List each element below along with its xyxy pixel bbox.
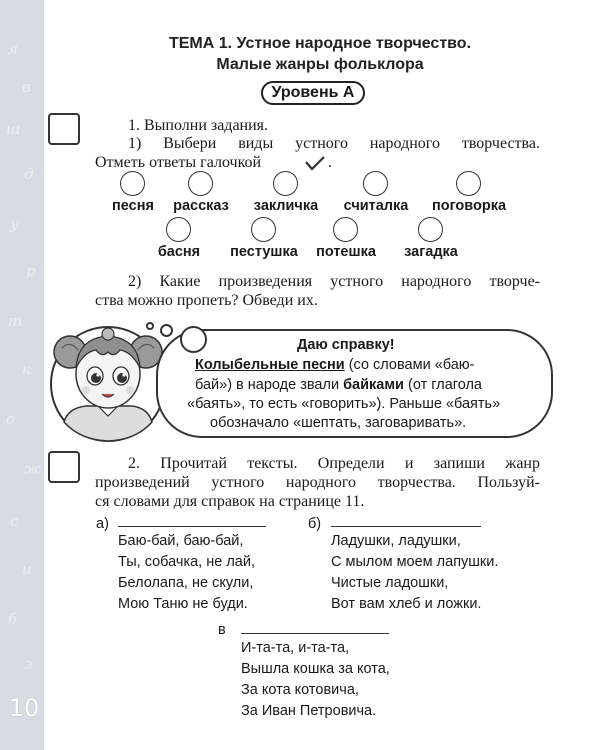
genre-label: рассказ [173,198,229,214]
genre-checkbox-pogovorka[interactable] [456,171,481,196]
genre-checkbox-rasskaz[interactable] [188,171,213,196]
title-line-1: ТЕМА 1. Устное народное творчество. [168,35,472,52]
thought-puff [146,322,154,330]
poem-line: Белолапа, не скули, [118,575,254,591]
genre-checkbox-zaklichka[interactable] [273,171,298,196]
task1-sub2-line1: 2) Какие произведения устного народного творче- [128,273,540,290]
info-line2-a: бай») в народе звали [195,377,340,393]
task2-line-2: произведений устного народного творчества. Пользуй- [95,474,540,491]
text-v-answer-line[interactable] [241,633,389,634]
genre-label: песня [112,198,154,214]
task1-sub1-line1: 1) Выбери виды устного народного творчества. [128,135,540,152]
poem-line: За кота котовича, [241,682,359,698]
info-term: Колыбельные песни [195,357,345,373]
thought-puff [160,324,173,337]
info-line-2 [195,377,482,393]
checkmark-icon [304,155,326,172]
text-b-poem [331,531,498,615]
poem-line: Вышла кошка за кота, [241,661,390,677]
task1-period: . [328,154,332,171]
task1-answer-box[interactable] [48,113,80,145]
genre-label: басня [157,244,201,260]
text-a-poem [118,531,255,615]
genre-label: пестушка [230,244,298,260]
genre-checkbox-pestushka[interactable] [251,217,276,242]
page-title [120,33,520,75]
task1-sub1-line2: Отметь ответы галочкой [95,154,262,171]
poem-line: Ты, собачка, не лай, [118,554,255,570]
genre-checkbox-pesnya[interactable] [120,171,145,196]
poem-line: Баю-бай, баю-бай, [118,533,244,549]
page-number: 10 [8,694,40,722]
task1-heading: 1. Выполни задания. [128,117,269,134]
poem-line: Вот вам хлеб и ложки. [331,596,482,612]
text-v-label: в [218,622,226,638]
text-a-answer-line[interactable] [118,526,266,527]
genre-label: считалка [343,198,409,214]
info-line-1 [195,357,475,373]
poem-line: Чистые ладошки, [331,575,449,591]
task2-line-1: 2. Прочитай тексты. Определи и запиши жанр [128,455,540,472]
text-b-label: б) [308,516,322,532]
task2-answer-box[interactable] [48,451,80,483]
genre-label: поговорка [431,198,507,214]
genre-label: загадка [404,244,458,260]
genre-checkbox-schitalka[interactable] [363,171,388,196]
poem-line: И-та-та, и-та-та, [241,640,350,656]
text-b-answer-line[interactable] [331,526,481,527]
poem-line: Ладушки, ладушки, [331,533,461,549]
info-line2-b: (от глагола [408,377,482,393]
poem-line: Мою Таню не буди. [118,596,248,612]
title-line-2: Малые жанры фольклора [216,56,424,73]
poem-line: С мылом моем лапушки. [331,554,499,570]
genre-checkbox-zagadka[interactable] [418,217,443,242]
task2-line-3: ся словами для справок на странице 11. [95,493,365,510]
info-line-4: обозначало «шептать, заговаривать». [210,415,467,431]
task1-sub2-line2: ства можно пропеть? Обведи их. [95,292,318,309]
info-line1-rest: (со словами «баю- [348,357,475,373]
side-strip: я в ш д у р т к о ж с и б э [0,0,44,750]
text-a-label: а) [96,516,109,532]
girl-illustration [48,312,170,447]
thought-puff [180,326,207,353]
text-v-poem [241,638,390,722]
genre-label: потешка [316,244,376,260]
poem-line: За Иван Петровича. [241,703,377,719]
genre-checkbox-basnya[interactable] [166,217,191,242]
info-bold-word: байками [343,377,404,393]
info-heading: Даю справку! [297,337,395,353]
info-line-3: «баять», то есть «говорить»). Раньше «баять» [187,396,501,412]
genre-checkbox-poteshka[interactable] [333,217,358,242]
genre-label: закличка [253,198,319,214]
level-badge: Уровень А [261,81,365,105]
